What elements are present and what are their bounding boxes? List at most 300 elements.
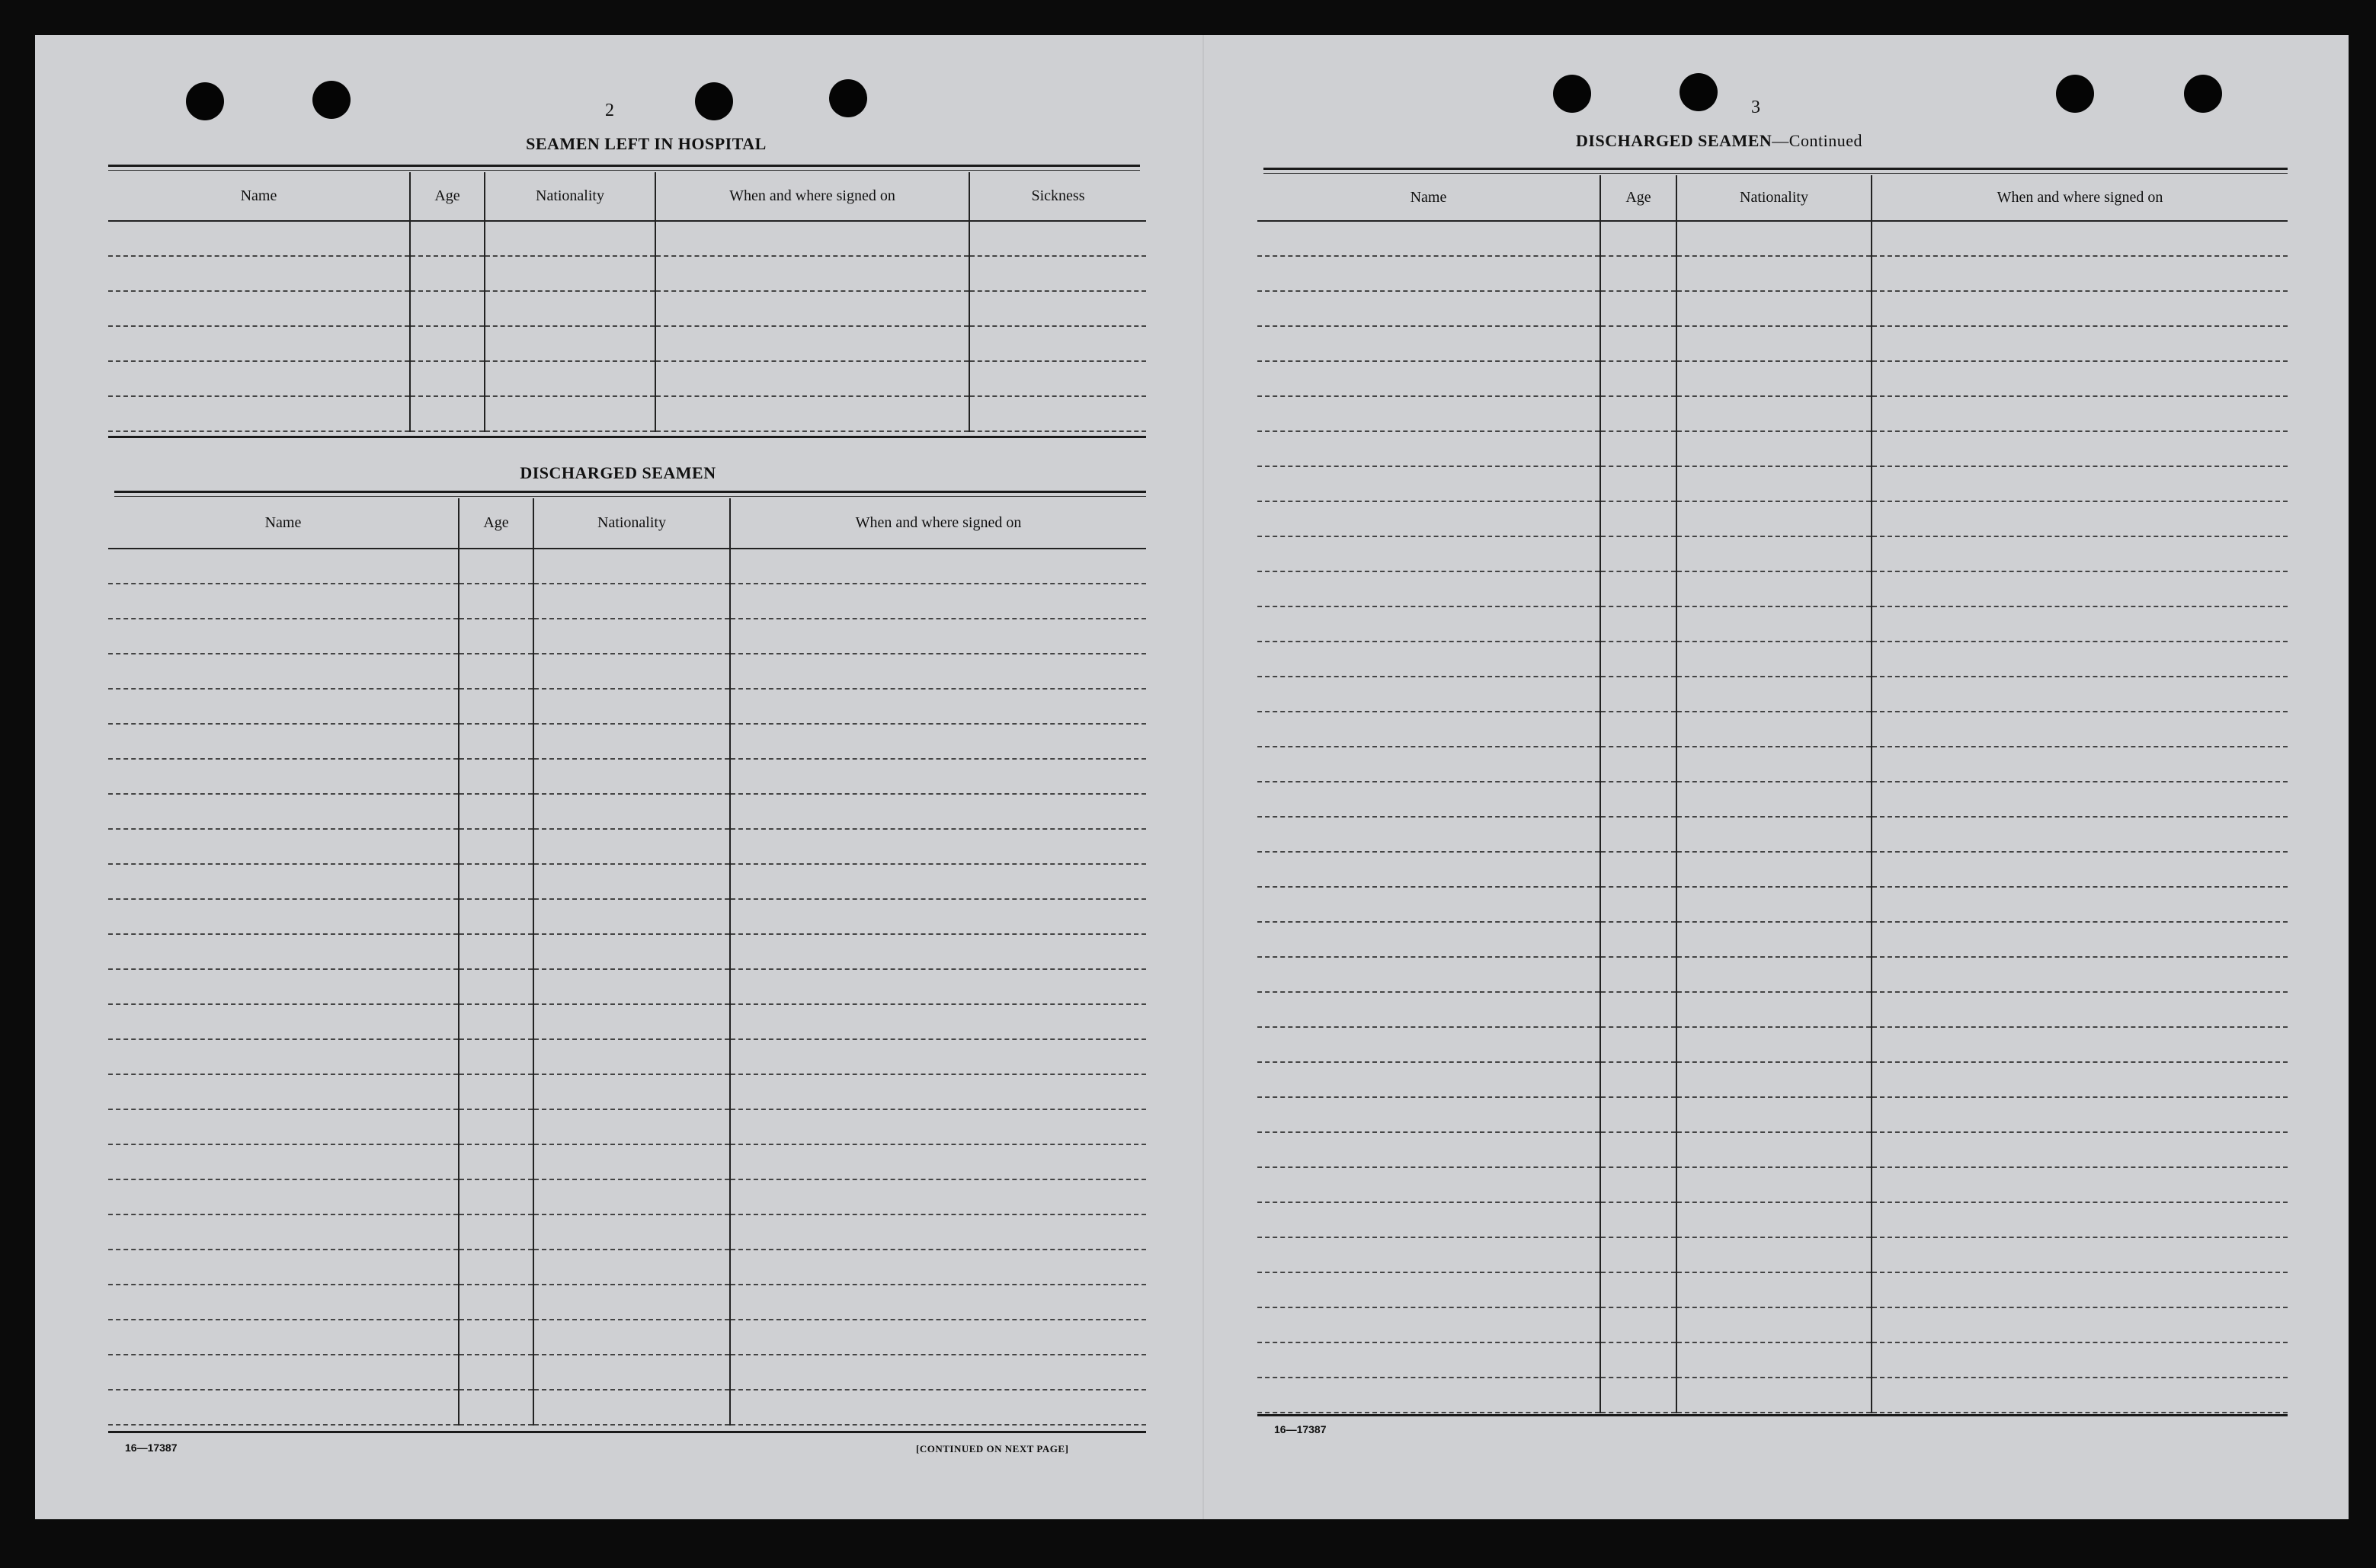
blank-cell — [1676, 922, 1872, 957]
blank-cell — [1676, 1378, 1872, 1413]
blank-cell — [108, 864, 459, 899]
blank-cell — [108, 221, 410, 256]
blank-cell — [1257, 677, 1600, 712]
blank-cell — [533, 934, 730, 969]
blank-cell — [1872, 606, 2288, 642]
punch-hole — [2184, 75, 2222, 113]
blank-cell — [533, 619, 730, 654]
blank-cell — [1676, 221, 1872, 256]
discharged-top-rule — [114, 491, 1146, 493]
blank-cell — [108, 396, 410, 431]
blank-cell — [1872, 1378, 2288, 1413]
blank-cell — [459, 1179, 533, 1214]
blank-cell — [1872, 256, 2288, 291]
table-row — [108, 291, 1146, 326]
blank-cell — [533, 1109, 730, 1144]
blank-cell — [1257, 922, 1600, 957]
page-number-right: 3 — [1751, 98, 1760, 117]
blank-cell — [1257, 571, 1600, 606]
blank-cell — [1676, 466, 1872, 501]
blank-cell — [1872, 747, 2288, 782]
continued-note: [CONTINUED ON NEXT PAGE] — [916, 1443, 1069, 1454]
table-row — [1257, 992, 2288, 1027]
blank-cell — [1257, 256, 1600, 291]
blank-cell — [655, 361, 969, 396]
blank-cell — [1872, 326, 2288, 361]
blank-cell — [1676, 1132, 1872, 1167]
blank-cell — [1872, 1237, 2288, 1272]
blank-cell — [1600, 326, 1676, 361]
table-row — [1257, 1167, 2288, 1202]
blank-cell — [1872, 291, 2288, 326]
blank-cell — [108, 1074, 459, 1109]
blank-cell — [459, 1390, 533, 1425]
form-number-left: 16—17387 — [125, 1442, 178, 1454]
blank-cell — [1257, 291, 1600, 326]
blank-cell — [459, 864, 533, 899]
blank-cell — [1676, 852, 1872, 887]
blank-cell — [1872, 1062, 2288, 1097]
blank-cell — [459, 934, 533, 969]
blank-cell — [1257, 1378, 1600, 1413]
discharged-bottom-rule — [108, 1431, 1146, 1433]
blank-cell — [1600, 536, 1676, 571]
table-row — [108, 1004, 1146, 1039]
table-row — [1257, 1202, 2288, 1237]
blank-cell — [1257, 1062, 1600, 1097]
blank-cell — [1600, 361, 1676, 396]
blank-cell — [1257, 501, 1600, 536]
blank-cell — [459, 829, 533, 864]
blank-cell — [1257, 1202, 1600, 1237]
blank-cell — [410, 256, 485, 291]
blank-cell — [108, 969, 459, 1004]
blank-cell — [1676, 887, 1872, 922]
blank-cell — [1676, 431, 1872, 466]
blank-cell — [1600, 1062, 1676, 1097]
hospital-section-title: SEAMEN LEFT IN HOSPITAL — [526, 134, 767, 153]
blank-cell — [655, 221, 969, 256]
blank-cell — [1872, 1307, 2288, 1342]
blank-cell — [459, 1285, 533, 1320]
blank-cell — [1872, 1097, 2288, 1132]
blank-cell — [410, 221, 485, 256]
blank-cell — [1676, 326, 1872, 361]
blank-cell — [1872, 1132, 2288, 1167]
blank-cell — [108, 1214, 459, 1250]
blank-cell — [459, 689, 533, 724]
blank-cell — [108, 326, 410, 361]
blank-cell — [1676, 536, 1872, 571]
blank-cell — [1600, 221, 1676, 256]
blank-cell — [108, 1144, 459, 1179]
discharged-continued-title-suffix: —Continued — [1772, 131, 1862, 150]
blank-cell — [459, 1320, 533, 1355]
table-row — [108, 899, 1146, 934]
table-row — [108, 361, 1146, 396]
blank-cell — [459, 1039, 533, 1074]
blank-cell — [1257, 606, 1600, 642]
blank-cell — [1676, 642, 1872, 677]
blank-cell — [1257, 817, 1600, 852]
blank-cell — [1600, 1237, 1676, 1272]
blank-cell — [108, 1179, 459, 1214]
blank-cell — [655, 291, 969, 326]
blank-cell — [1600, 466, 1676, 501]
blank-cell — [1600, 1378, 1676, 1413]
blank-cell — [1600, 1132, 1676, 1167]
table-row — [108, 221, 1146, 256]
discharged-col-signed-on: When and where signed on — [730, 498, 1146, 549]
right-col-nationality: Nationality — [1676, 175, 1872, 221]
blank-cell — [730, 1355, 1146, 1390]
blank-cell — [1600, 992, 1676, 1027]
blank-cell — [485, 291, 655, 326]
blank-cell — [1257, 1307, 1600, 1342]
blank-cell — [1872, 396, 2288, 431]
blank-cell — [1676, 817, 1872, 852]
blank-cell — [533, 864, 730, 899]
blank-cell — [730, 899, 1146, 934]
blank-cell — [730, 1039, 1146, 1074]
blank-cell — [1600, 957, 1676, 992]
blank-cell — [410, 361, 485, 396]
table-row — [1257, 571, 2288, 606]
blank-cell — [1600, 712, 1676, 747]
blank-cell — [730, 689, 1146, 724]
blank-cell — [1600, 291, 1676, 326]
blank-cell — [1600, 922, 1676, 957]
blank-cell — [459, 724, 533, 759]
blank-cell — [1676, 1062, 1872, 1097]
blank-cell — [730, 759, 1146, 794]
blank-cell — [410, 326, 485, 361]
blank-cell — [730, 1074, 1146, 1109]
blank-cell — [108, 899, 459, 934]
blank-cell — [1257, 712, 1600, 747]
blank-cell — [1872, 536, 2288, 571]
blank-cell — [1257, 1272, 1600, 1307]
table-row — [1257, 396, 2288, 431]
table-row — [1257, 326, 2288, 361]
blank-cell — [108, 549, 459, 584]
blank-cell — [1600, 606, 1676, 642]
blank-cell — [108, 619, 459, 654]
blank-cell — [108, 1355, 459, 1390]
table-row — [108, 1390, 1146, 1425]
punch-hole — [695, 82, 733, 120]
table-row — [108, 326, 1146, 361]
blank-cell — [730, 1179, 1146, 1214]
table-row — [1257, 1097, 2288, 1132]
table-row — [1257, 1027, 2288, 1062]
blank-cell — [730, 1285, 1146, 1320]
blank-cell — [1872, 1027, 2288, 1062]
blank-cell — [730, 584, 1146, 619]
hospital-col-name: Name — [108, 172, 410, 221]
blank-cell — [1872, 1202, 2288, 1237]
blank-cell — [459, 619, 533, 654]
blank-cell — [533, 1144, 730, 1179]
punch-hole — [829, 79, 867, 117]
table-row — [108, 1109, 1146, 1144]
table-row — [108, 256, 1146, 291]
blank-cell — [1676, 1097, 1872, 1132]
table-row — [108, 1355, 1146, 1390]
table-row — [1257, 1062, 2288, 1097]
blank-cell — [108, 1250, 459, 1285]
blank-cell — [1676, 1237, 1872, 1272]
blank-cell — [533, 1039, 730, 1074]
table-row — [108, 1144, 1146, 1179]
blank-cell — [730, 864, 1146, 899]
blank-cell — [1257, 852, 1600, 887]
right-col-name: Name — [1257, 175, 1600, 221]
blank-cell — [459, 794, 533, 829]
blank-cell — [108, 1109, 459, 1144]
blank-cell — [108, 689, 459, 724]
table-row — [1257, 431, 2288, 466]
blank-cell — [1600, 1307, 1676, 1342]
punch-hole — [312, 81, 351, 119]
blank-cell — [1676, 1342, 1872, 1378]
table-row — [108, 689, 1146, 724]
table-row — [108, 1285, 1146, 1320]
blank-cell — [1676, 291, 1872, 326]
blank-cell — [1257, 1167, 1600, 1202]
blank-cell — [1872, 221, 2288, 256]
table-row — [108, 934, 1146, 969]
blank-cell — [1600, 817, 1676, 852]
table-row — [1257, 642, 2288, 677]
blank-cell — [108, 584, 459, 619]
blank-cell — [533, 829, 730, 864]
blank-cell — [485, 256, 655, 291]
table-row — [108, 1320, 1146, 1355]
punch-hole — [1680, 73, 1718, 111]
blank-cell — [1257, 431, 1600, 466]
hospital-table — [108, 172, 1146, 432]
blank-cell — [533, 1004, 730, 1039]
blank-cell — [1600, 501, 1676, 536]
table-row — [1257, 817, 2288, 852]
blank-cell — [459, 549, 533, 584]
blank-cell — [1676, 712, 1872, 747]
blank-cell — [730, 1214, 1146, 1250]
blank-cell — [108, 256, 410, 291]
blank-cell — [1872, 887, 2288, 922]
blank-cell — [1257, 396, 1600, 431]
blank-cell — [1676, 361, 1872, 396]
blank-cell — [485, 361, 655, 396]
blank-cell — [730, 1390, 1146, 1425]
blank-cell — [1676, 256, 1872, 291]
blank-cell — [533, 1179, 730, 1214]
blank-cell — [1872, 992, 2288, 1027]
discharged-section-title: DISCHARGED SEAMEN — [520, 463, 716, 482]
punch-hole — [1553, 75, 1591, 113]
punch-hole — [186, 82, 224, 120]
table-row — [108, 654, 1146, 689]
blank-cell — [730, 969, 1146, 1004]
blank-cell — [533, 1250, 730, 1285]
blank-cell — [533, 724, 730, 759]
blank-cell — [459, 759, 533, 794]
blank-cell — [1600, 431, 1676, 466]
table-row — [1257, 606, 2288, 642]
discharged-continued-title-main: DISCHARGED SEAMEN — [1576, 131, 1772, 150]
table-row — [1257, 957, 2288, 992]
blank-cell — [1872, 817, 2288, 852]
table-row — [108, 584, 1146, 619]
blank-cell — [730, 724, 1146, 759]
blank-cell — [108, 1039, 459, 1074]
blank-cell — [108, 934, 459, 969]
blank-cell — [108, 291, 410, 326]
blank-cell — [108, 1285, 459, 1320]
table-row — [108, 1250, 1146, 1285]
table-row — [1257, 536, 2288, 571]
blank-cell — [459, 654, 533, 689]
blank-cell — [485, 326, 655, 361]
blank-cell — [1257, 536, 1600, 571]
blank-cell — [969, 221, 1146, 256]
blank-cell — [1600, 1027, 1676, 1062]
blank-cell — [1600, 256, 1676, 291]
blank-cell — [969, 256, 1146, 291]
blank-cell — [1676, 571, 1872, 606]
page-number-left: 2 — [605, 101, 614, 120]
table-row — [1257, 256, 2288, 291]
blank-cell — [533, 969, 730, 1004]
blank-cell — [655, 396, 969, 431]
blank-cell — [459, 1004, 533, 1039]
table-row — [1257, 221, 2288, 256]
blank-cell — [1872, 431, 2288, 466]
blank-cell — [1257, 1027, 1600, 1062]
blank-cell — [1257, 1342, 1600, 1378]
blank-cell — [1257, 992, 1600, 1027]
table-row — [1257, 712, 2288, 747]
blank-cell — [533, 1285, 730, 1320]
table-row — [108, 1214, 1146, 1250]
blank-cell — [485, 221, 655, 256]
blank-cell — [969, 291, 1146, 326]
blank-cell — [108, 1004, 459, 1039]
blank-cell — [1872, 1342, 2288, 1378]
table-row — [1257, 1132, 2288, 1167]
right-top-rule-thin — [1263, 173, 2288, 174]
blank-cell — [1676, 782, 1872, 817]
blank-cell — [1872, 571, 2288, 606]
blank-cell — [1257, 957, 1600, 992]
blank-cell — [1872, 1167, 2288, 1202]
blank-cell — [1600, 1272, 1676, 1307]
blank-cell — [1600, 1202, 1676, 1237]
blank-cell — [1257, 747, 1600, 782]
blank-cell — [410, 291, 485, 326]
blank-cell — [108, 724, 459, 759]
blank-cell — [1257, 466, 1600, 501]
form-sheet — [35, 35, 2349, 1519]
blank-cell — [459, 1250, 533, 1285]
blank-cell — [969, 396, 1146, 431]
blank-cell — [533, 584, 730, 619]
blank-cell — [533, 759, 730, 794]
blank-cell — [1676, 957, 1872, 992]
blank-cell — [1600, 396, 1676, 431]
blank-cell — [1676, 1272, 1872, 1307]
blank-cell — [1600, 571, 1676, 606]
form-number-right: 16—17387 — [1274, 1423, 1327, 1435]
right-col-age: Age — [1600, 175, 1676, 221]
table-row — [1257, 1307, 2288, 1342]
blank-cell — [1257, 1097, 1600, 1132]
blank-cell — [1600, 747, 1676, 782]
blank-cell — [108, 1320, 459, 1355]
blank-cell — [1257, 221, 1600, 256]
table-row — [108, 864, 1146, 899]
table-row — [108, 724, 1146, 759]
hospital-top-rule-thin — [108, 170, 1140, 171]
blank-cell — [459, 1355, 533, 1390]
blank-cell — [1872, 1272, 2288, 1307]
blank-cell — [730, 619, 1146, 654]
blank-cell — [1600, 1097, 1676, 1132]
blank-cell — [108, 361, 410, 396]
table-row — [1257, 361, 2288, 396]
blank-cell — [459, 1074, 533, 1109]
blank-cell — [459, 969, 533, 1004]
blank-cell — [1872, 712, 2288, 747]
blank-cell — [108, 829, 459, 864]
table-row — [108, 1039, 1146, 1074]
hospital-bottom-rule — [108, 436, 1146, 438]
blank-cell — [533, 1355, 730, 1390]
blank-cell — [459, 899, 533, 934]
blank-cell — [969, 361, 1146, 396]
blank-cell — [533, 654, 730, 689]
blank-cell — [1600, 1342, 1676, 1378]
right-col-signed-on: When and where signed on — [1872, 175, 2288, 221]
discharged-table — [108, 498, 1146, 1426]
blank-cell — [1600, 1167, 1676, 1202]
discharged-col-age: Age — [459, 498, 533, 549]
table-row — [1257, 782, 2288, 817]
blank-cell — [485, 396, 655, 431]
blank-cell — [730, 794, 1146, 829]
blank-cell — [459, 1144, 533, 1179]
table-row — [1257, 747, 2288, 782]
blank-cell — [1257, 887, 1600, 922]
blank-cell — [730, 934, 1146, 969]
table-row — [1257, 852, 2288, 887]
blank-cell — [1872, 677, 2288, 712]
blank-cell — [533, 794, 730, 829]
blank-cell — [459, 1214, 533, 1250]
blank-cell — [730, 1109, 1146, 1144]
blank-cell — [969, 326, 1146, 361]
blank-cell — [1676, 1027, 1872, 1062]
blank-cell — [1676, 747, 1872, 782]
blank-cell — [1872, 852, 2288, 887]
blank-cell — [459, 584, 533, 619]
table-row — [1257, 1378, 2288, 1413]
blank-cell — [1600, 887, 1676, 922]
table-row — [1257, 1272, 2288, 1307]
blank-cell — [108, 654, 459, 689]
punch-hole — [2056, 75, 2094, 113]
